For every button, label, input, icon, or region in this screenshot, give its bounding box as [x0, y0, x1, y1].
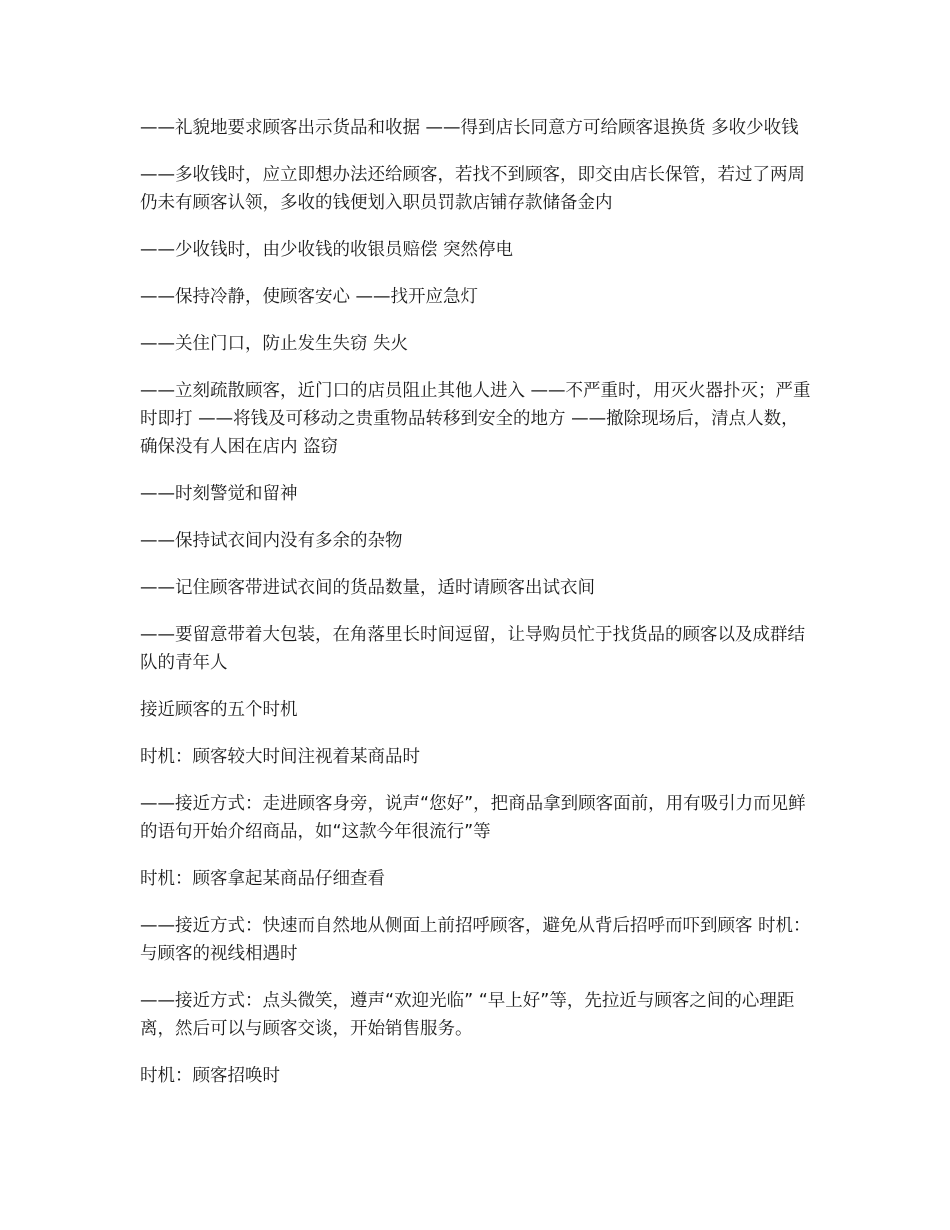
paragraph: ——接近方式：点头微笑，遵声“欢迎光临” “早上好”等，先拉近与顾客之间的心理距离，然后可以与顾客交谈，开始销售服务。: [140, 991, 795, 1039]
paragraph: 时机：顾客较大时间注视着某商品时: [140, 747, 420, 767]
paragraph: ——接近方式：快速而自然地从侧面上前招呼顾客，避免从背后招呼而吓到顾客 时机：与顾客的视线相遇时: [140, 916, 811, 964]
paragraph: 时机：顾客招唤时: [140, 1066, 280, 1086]
paragraph: ——要留意带着大包装，在角落里长时间逗留，让导购员忙于找货品的顾客以及成群结队的青年人: [140, 625, 805, 673]
paragraph: ——多收钱时，应立即想办法还给顾客，若找不到顾客，即交由店长保管，若过了两周仍未有顾客认领，多收的钱便划入职员罚款店铺存款储备金内: [140, 165, 805, 213]
paragraph: ——关住门口，防止发生失窃 失火: [140, 334, 409, 354]
paragraph: ——保持冷静，使顾客安心 ——找开应急灯: [140, 287, 479, 307]
paragraph: ——时刻警觉和留神: [140, 484, 298, 504]
paragraph: 时机：顾客拿起某商品仔细查看: [140, 869, 385, 889]
paragraph: ——接近方式：走进顾客身旁，说声“您好”，把商品拿到顾客面前，用有吸引力而见鲜的语句开始介绍商品，如“这款今年很流行”等: [140, 794, 806, 842]
paragraph: ——记住顾客带进试衣间的货品数量，适时请顾客出试衣间: [140, 578, 595, 598]
document-body: [140, 114, 812, 1109]
paragraph: ——立刻疏散顾客，近门口的店员阻止其他人进入 ——不严重时，用灭火器扑灭；严重时即打 ——将钱及可移动之贵重物品转移到安全的地方 ——撤除现场后，清点人数，确保没有人困在店内 盗窃: [140, 381, 811, 457]
paragraph: ——礼貌地要求顾客出示货品和收据 ——得到店长同意方可给顾客退换货 多收少收钱: [140, 118, 799, 138]
section-heading: 接近顾客的五个时机: [140, 700, 298, 720]
paragraph: ——少收钱时，由少收钱的收银员赔偿 突然停电: [140, 240, 514, 260]
paragraph: ——保持试衣间内没有多余的杂物: [140, 531, 403, 551]
